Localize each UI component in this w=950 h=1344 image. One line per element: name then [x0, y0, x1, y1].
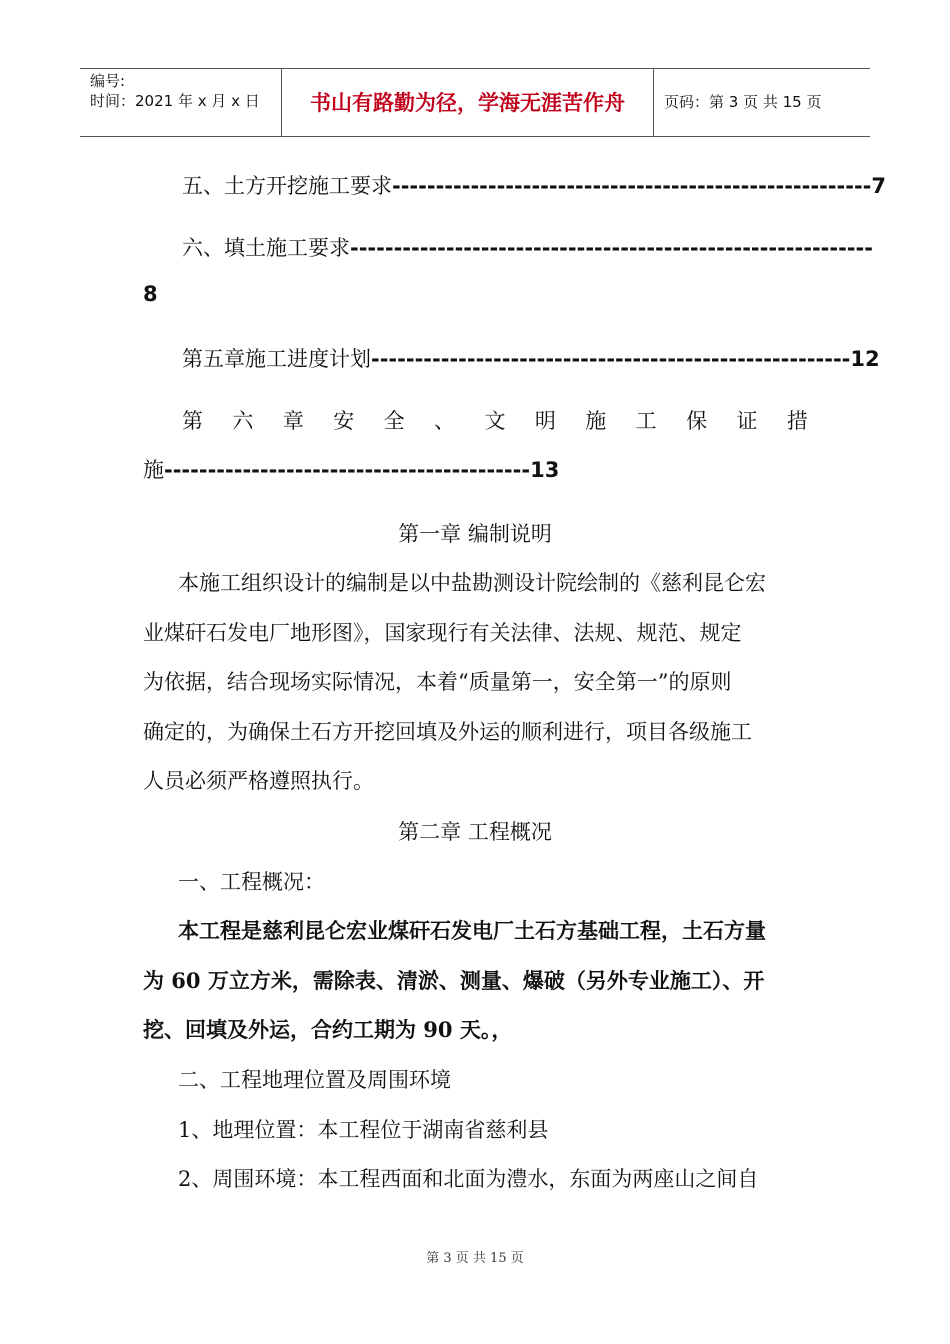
- chapter1-para-line: 确定的，为确保土石方开挖回填及外运的顺利进行，项目各级施工: [143, 720, 752, 744]
- environment-item: 2、周围环境：本工程西面和北面为澧水，东面为两座山之间自: [178, 1167, 759, 1191]
- chapter1-para-line: 为依据，结合现场实际情况，本着“质量第一，安全第一”的原则: [143, 670, 732, 694]
- page-footer: 第 3 页 共 15 页: [426, 1251, 524, 1266]
- toc-item-backfill: 六、填土施工要求------------------------------------------------------------: [182, 236, 873, 260]
- header-page-info: 页码：第 3 页 共 15 页: [664, 93, 822, 111]
- number-label: 编号:: [90, 72, 126, 90]
- location-item: 1、地理位置：本工程位于湖南省慈利县: [178, 1118, 549, 1142]
- overview-para-line: 挖、回填及外运，合约工期为 90 天。，: [143, 1017, 513, 1042]
- chapter1-para-line: 本施工组织设计的编制是以中盐勘测设计院绘制的《慈利昆仑宏: [178, 571, 766, 595]
- section-location-heading: 二、工程地理位置及周围环境: [178, 1068, 451, 1092]
- toc-item-safety: 第 六 章 安 全 、 文 明 施 工 保 证 措: [182, 409, 808, 433]
- chapter1-para-line: 人员必须严格遵照执行。: [143, 769, 374, 793]
- toc-item-earthwork: 五、土方开挖施工要求-------------------------------------------------------7: [182, 174, 886, 198]
- section-overview-heading: 一、工程概况：: [178, 870, 325, 894]
- overview-para-line: 本工程是慈利昆仑宏业煤矸石发电厂土石方基础工程，土石方量: [178, 918, 766, 943]
- toc-item-backfill-page: 8: [143, 282, 158, 306]
- chapter1-para-line: 业煤矸石发电厂地形图》，国家现行有关法律、法规、规范、规定: [143, 621, 742, 645]
- toc-item-schedule: 第五章施工进度计划-------------------------------------------------------12: [182, 347, 880, 371]
- page-header: [80, 68, 870, 137]
- chapter2-heading: 第二章 工程概况: [398, 820, 552, 844]
- toc-item-safety-cont: 施------------------------------------------13: [143, 458, 560, 482]
- overview-para-line: 为 60 万立方米，需除表、清淤、测量、爆破（另外专业施工）、开: [143, 968, 765, 993]
- header-motto: 书山有路勤为径，学海无涯苦作舟: [282, 69, 654, 136]
- chapter1-heading: 第一章 编制说明: [398, 522, 552, 546]
- header-meta: [80, 69, 282, 136]
- time-label: 时间：2021 年 x 月 x 日: [90, 92, 260, 110]
